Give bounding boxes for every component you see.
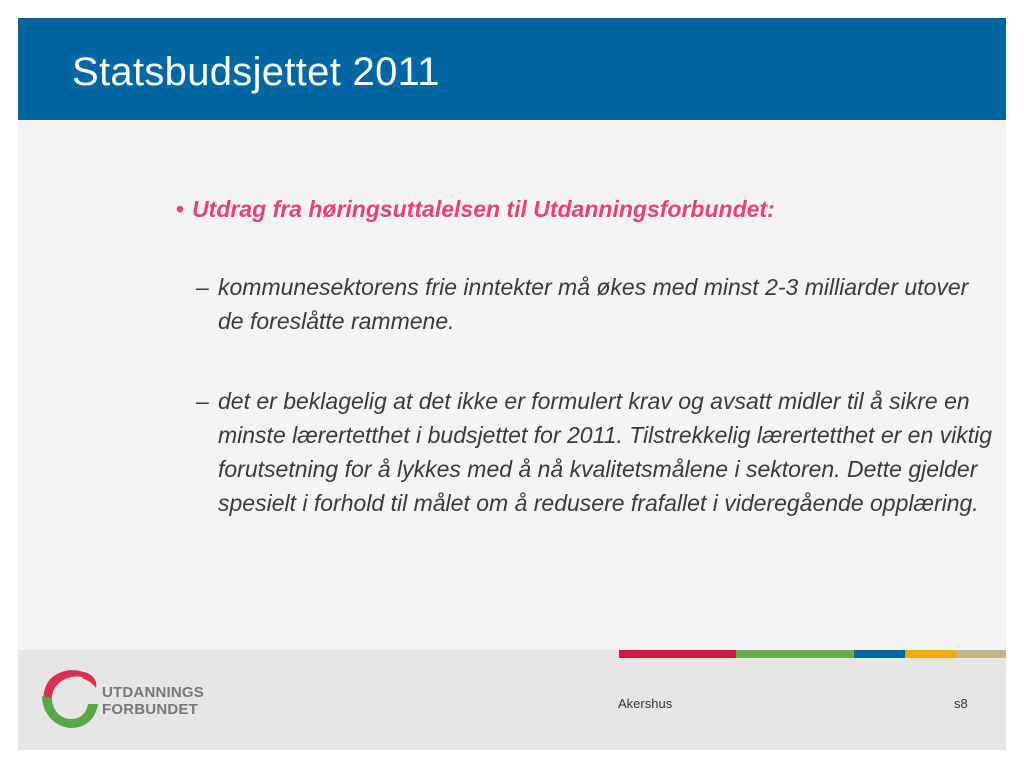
stripe-yellow — [905, 650, 956, 658]
logo-text — [102, 684, 204, 718]
utdanningsforbundet-logo — [38, 666, 208, 732]
main-bullet — [176, 194, 996, 224]
logo-line1: UTDANNINGS — [102, 684, 204, 701]
sub-bullet — [196, 270, 996, 338]
dash-marker: – — [196, 274, 209, 300]
stripe-red — [619, 650, 736, 658]
logo-ring-icon — [38, 666, 102, 732]
logo-line2: FORBUNDET — [102, 701, 198, 718]
sub-bullet-text: det er beklagelig at det ikke er formulert krav og avsatt midler til å sikre en minste lærertetthet i budsjettet for 2011. Tilstrekkelig lærertetthet er en viktig forutsetning for å lykkes med å nå kvalitetsmålene i sektoren. Dette gjelder spesielt i forhold til målet om å redusere frafallet i videregående opplæring. — [218, 388, 993, 516]
slide-title: Statsbudsjettet 2011 — [72, 50, 440, 94]
slide — [18, 18, 1006, 750]
main-bullet-text: Utdrag fra høringsuttalelsen til Utdanningsforbundet: — [192, 196, 775, 222]
stripe-beige — [956, 650, 1006, 658]
sub-bullet — [196, 384, 996, 520]
footer-location: Akershus — [618, 696, 673, 711]
sub-bullet-text: kommunesektorens frie inntekter må økes med minst 2-3 milliarder utover de foreslåtte rammene. — [218, 274, 969, 334]
color-stripe — [619, 650, 1006, 658]
dash-marker: – — [196, 388, 209, 414]
stripe-green — [736, 650, 854, 658]
slide-content — [176, 194, 996, 520]
stripe-blue — [854, 650, 905, 658]
title-bar — [18, 18, 1006, 120]
slide-number: s8 — [954, 696, 968, 711]
bullet-marker: • — [176, 196, 185, 222]
